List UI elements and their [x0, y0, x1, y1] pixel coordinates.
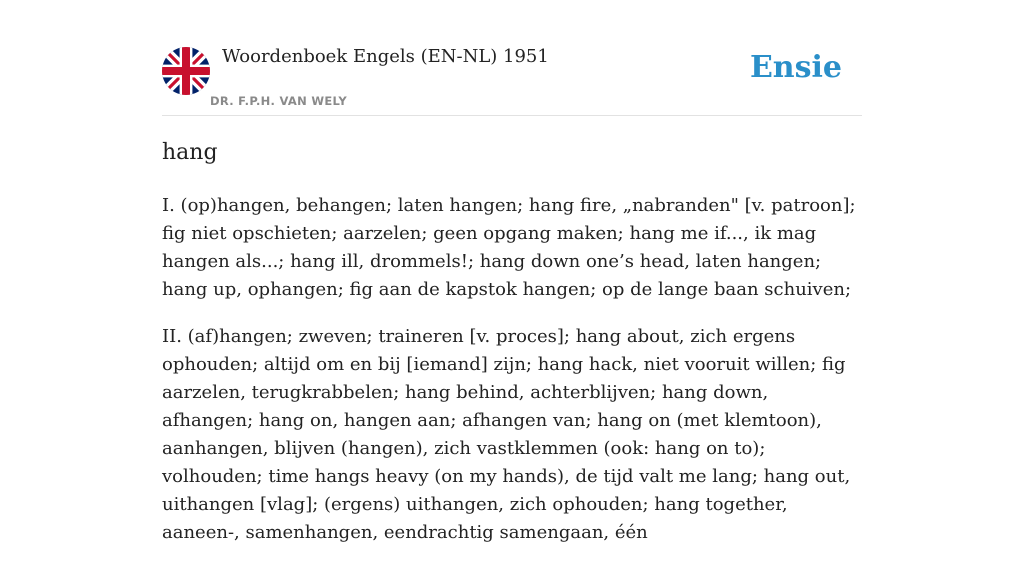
- definition-2: II. (af)hangen; zweven; traineren [v. proces]; hang about, zich ergens ophouden; altijd om en bij [iemand] zijn; hang hack, niet vooruit willen; fig aarzelen, terugkrabbelen; hang behind, achterblijven; hang down, afhangen; hang on, hangen aan; afhangen van; hang on (met klemtoon), aanhangen, blijven (hangen), zich vastklemmen (ook: hang on to); volhouden; time hangs heavy (on my hands), de tijd valt me lang; hang out, uithangen [vlag]; (ergens) uithangen, zich ophouden; hang together, aaneen-, samenhangen, eendrachtig samengaan, één: [162, 326, 851, 543]
- brand-logo[interactable]: Ensie: [749, 50, 842, 85]
- definition-1: I. (op)hangen, behangen; laten hangen; hang fire, „nabranden" [v. patroon]; fig niet opschieten; aarzelen; geen opgang maken; hang me if..., ik mag hangen als...; hang ill, drommels!; hang down one’s head, laten hangen; hang up, ophangen; fig aan de kapstok hangen; op de lange baan schuiven;: [162, 195, 856, 300]
- dictionary-title[interactable]: Woordenboek Engels (EN-NL) 1951: [222, 46, 549, 67]
- header-divider: [162, 115, 862, 116]
- entry-definitions: [162, 192, 862, 566]
- uk-flag-icon: [162, 47, 210, 95]
- dictionary-author: DR. F.P.H. VAN WELY: [210, 94, 347, 108]
- entry-headword: hang: [162, 140, 218, 165]
